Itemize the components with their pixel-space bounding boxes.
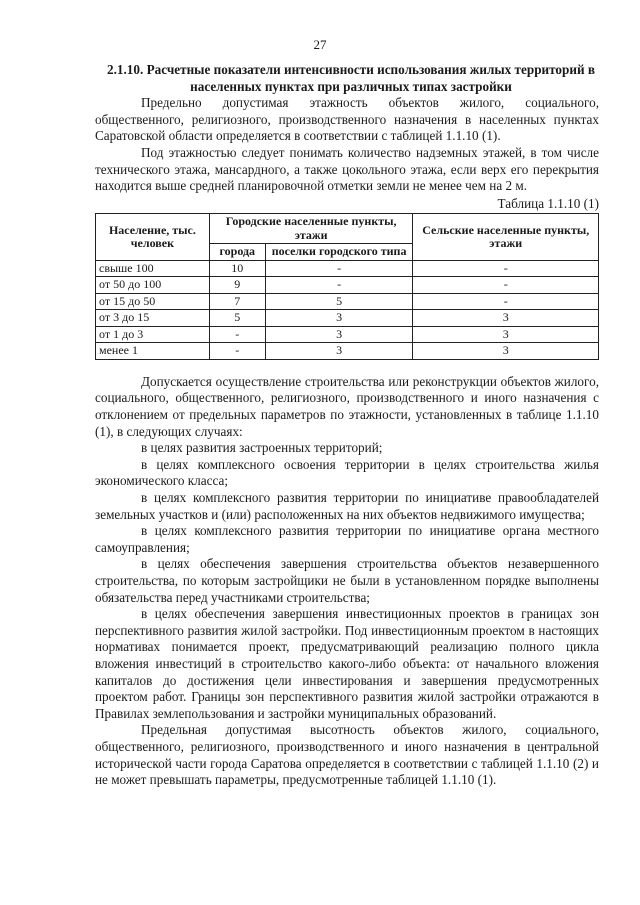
- page-number: 27: [313, 37, 327, 52]
- section-heading: 2.1.10. Расчетные показатели интенсивности использования жилых территорий в населенных пунктах при различных типах застройки: [107, 62, 595, 94]
- list-item: в целях обеспечения завершения инвестиционных проектов в границах зон перспективного развития жилой застройки. Под инвестиционным проектом в настоящих нормативах понимается проект, предусматривающий реализацию полного цикла вложения инвестиций в строительство какого-либо объекта: от начального вложения капиталов до достижения цели инвестирования и завершения предусмотренных проектом работ. Границы зон перспективного развития жилой застройки отражаются в Правилах землепользования и застройки муниципальных образований.: [95, 606, 599, 721]
- cell-rural: 3: [413, 310, 599, 327]
- floors-table: [95, 213, 599, 360]
- cell-population: свыше 100: [96, 260, 210, 277]
- table-row: [96, 310, 599, 327]
- table-caption: Таблица 1.1.10 (1): [497, 195, 599, 211]
- cell-rural: -: [413, 260, 599, 277]
- paragraph: Допускается осуществление строительства или реконструкции объектов жилого, социального, общественного, религиозного, производственного и иного назначения с отклонением от предельных параметров по этажности, установленных в таблице 1.1.10 (1), в следующих случаях:: [95, 373, 599, 439]
- cell-cities: -: [209, 326, 265, 343]
- table-row: [96, 277, 599, 294]
- cell-cities: -: [209, 343, 265, 360]
- header-population: Население, тыс. человек: [96, 214, 210, 261]
- table-row: [96, 293, 599, 310]
- cell-population: от 15 до 50: [96, 293, 210, 310]
- table-row: [96, 343, 599, 360]
- document-body: [95, 62, 599, 789]
- cell-cities: 5: [209, 310, 265, 327]
- list-item: в целях комплексного развития территории по инициативе правообладателей земельных участков и (или) расположенных на них объектов недвижимого имущества;: [95, 490, 599, 522]
- cell-population: от 1 до 3: [96, 326, 210, 343]
- cell-settlements: 5: [265, 293, 413, 310]
- table-header-row: [96, 214, 599, 244]
- cell-cities: 9: [209, 277, 265, 294]
- cell-rural: -: [413, 277, 599, 294]
- cell-population: от 50 до 100: [96, 277, 210, 294]
- header-rural: Сельские населенные пункты, этажи: [413, 214, 599, 261]
- cell-rural: -: [413, 293, 599, 310]
- paragraph: Предельная допустимая высотность объектов жилого, социального, общественного, религиозного, производственного и иного назначения в центральной исторической части города Саратова определяется в соответствии с таблицей 1.1.10 (2) и не может превышать параметры, предусмотренные таблицей 1.1.10 (1).: [95, 722, 599, 788]
- cell-settlements: 3: [265, 326, 413, 343]
- list-item: в целях обеспечения завершения строительства объектов незавершенного строительства, по которым застройщики не были в установленном порядке выполнены обязательства перед участниками строительства;: [95, 556, 599, 605]
- paragraph: Под этажностью следует понимать количество надземных этажей, в том числе технического этажа, мансардного, а также цокольного этажа, если верх его перекрытия находится выше средней планировочной отметки земли не менее чем на 2 м.: [95, 144, 599, 194]
- list-item: в целях развития застроенных территорий;: [141, 440, 383, 456]
- table-row: [96, 326, 599, 343]
- cell-rural: 3: [413, 343, 599, 360]
- cell-population: от 3 до 15: [96, 310, 210, 327]
- list-item: в целях комплексного развития территории по инициативе органа местного самоуправления;: [95, 523, 599, 555]
- cell-cities: 10: [209, 260, 265, 277]
- cell-settlements: -: [265, 277, 413, 294]
- cell-rural: 3: [413, 326, 599, 343]
- cell-settlements: -: [265, 260, 413, 277]
- cell-settlements: 3: [265, 343, 413, 360]
- table-row: [96, 260, 599, 277]
- cell-cities: 7: [209, 293, 265, 310]
- header-urban-cities: города: [209, 244, 265, 261]
- cell-settlements: 3: [265, 310, 413, 327]
- paragraph: Предельно допустимая этажность объектов жилого, социального, общественного, религиозного, производственного назначения в населенных пунктах Саратовской области определяется в соответствии с таблицей 1.1.10 (1).: [95, 95, 599, 144]
- header-urban-settlements: поселки городского типа: [265, 244, 413, 261]
- header-urban: Городские населенные пункты, этажи: [209, 214, 413, 244]
- list-item: в целях комплексного освоения территории в целях строительства жилья экономического класса;: [95, 456, 599, 489]
- cell-population: менее 1: [96, 343, 210, 360]
